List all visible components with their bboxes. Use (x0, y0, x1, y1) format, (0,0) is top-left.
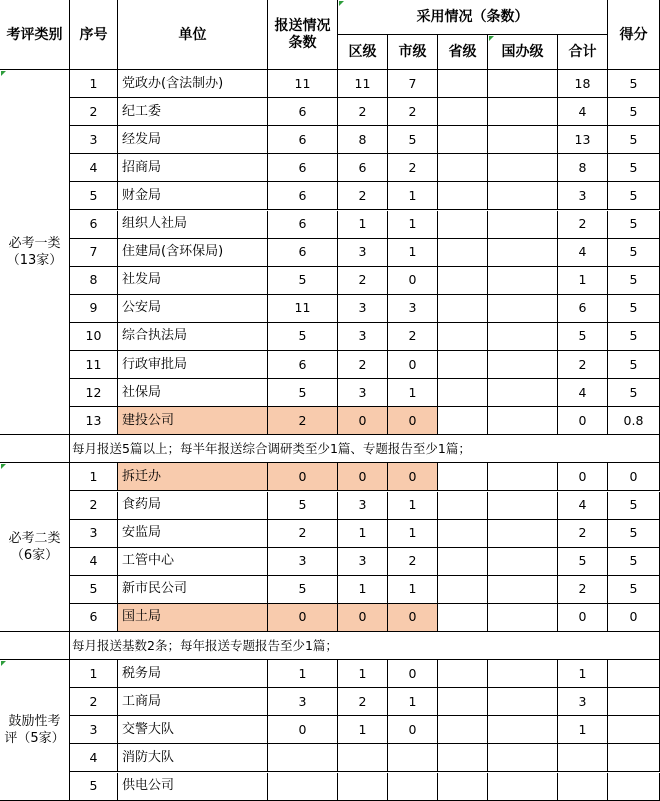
cell-city: 3 (388, 295, 438, 323)
cell-district: 2 (338, 688, 388, 716)
cell-province (438, 182, 488, 210)
cell-unit: 国土局 (118, 604, 268, 632)
cell-reported: 6 (268, 154, 338, 182)
cell-city: 0 (388, 351, 438, 379)
cell-city (388, 773, 438, 801)
cell-score: 5 (608, 492, 660, 520)
cell-reported: 5 (268, 379, 338, 407)
cell-seq: 4 (70, 744, 118, 772)
cell-reported: 5 (268, 576, 338, 604)
cell-province (438, 688, 488, 716)
comment-marker-icon (1, 661, 6, 666)
cell-unit: 党政办(含法制办) (118, 70, 268, 98)
header-seq: 序号 (70, 0, 118, 70)
cell-total: 5 (558, 548, 608, 576)
cell-total: 0 (558, 463, 608, 491)
cell-province (438, 351, 488, 379)
cell-district: 3 (338, 379, 388, 407)
cell-reported: 5 (268, 492, 338, 520)
cell-unit: 食药局 (118, 492, 268, 520)
cell-total: 1 (558, 716, 608, 744)
cell-score: 5 (608, 98, 660, 126)
cell-score: 0 (608, 604, 660, 632)
cell-reported: 2 (268, 520, 338, 548)
cell-city: 0 (388, 604, 438, 632)
cell-seq: 5 (70, 773, 118, 801)
cell-city: 1 (388, 688, 438, 716)
header-state: 国办级 (488, 35, 558, 70)
category-cell: 必考一类 （13家） (0, 70, 70, 435)
cell-reported: 6 (268, 239, 338, 267)
cell-score: 0 (608, 463, 660, 491)
header-reported: 报送情况 条数 (268, 0, 338, 70)
cell-seq: 2 (70, 492, 118, 520)
cell-city (388, 744, 438, 772)
cell-province (438, 463, 488, 491)
cell-state (488, 379, 558, 407)
cell-district: 3 (338, 323, 388, 351)
cell-seq: 3 (70, 520, 118, 548)
cell-province (438, 407, 488, 435)
cell-seq: 1 (70, 70, 118, 98)
cell-total: 4 (558, 239, 608, 267)
cell-province (438, 773, 488, 801)
cell-state (488, 773, 558, 801)
cell-score: 5 (608, 379, 660, 407)
cell-score: 5 (608, 239, 660, 267)
cell-district: 2 (338, 267, 388, 295)
cell-province (438, 267, 488, 295)
cell-province (438, 295, 488, 323)
cell-score: 5 (608, 126, 660, 154)
cell-district: 6 (338, 154, 388, 182)
cell-city: 1 (388, 182, 438, 210)
cell-district: 2 (338, 351, 388, 379)
cell-reported: 5 (268, 323, 338, 351)
cell-district: 8 (338, 126, 388, 154)
cell-city: 0 (388, 267, 438, 295)
cell-state (488, 323, 558, 351)
cell-total: 3 (558, 688, 608, 716)
cell-score (608, 716, 660, 744)
cell-state (488, 267, 558, 295)
cell-province (438, 154, 488, 182)
cell-unit: 财金局 (118, 182, 268, 210)
cell-district: 3 (338, 548, 388, 576)
cell-reported: 0 (268, 463, 338, 491)
cell-unit: 经发局 (118, 126, 268, 154)
cell-seq: 11 (70, 351, 118, 379)
cell-score: 5 (608, 351, 660, 379)
cell-state (488, 126, 558, 154)
cell-score: 5 (608, 295, 660, 323)
cell-seq: 5 (70, 576, 118, 604)
cell-unit: 新市民公司 (118, 576, 268, 604)
cell-district: 3 (338, 239, 388, 267)
cell-total: 2 (558, 211, 608, 239)
cell-unit: 公安局 (118, 295, 268, 323)
cell-city: 2 (388, 98, 438, 126)
cell-unit: 工管中心 (118, 548, 268, 576)
cell-seq: 3 (70, 126, 118, 154)
cell-city: 2 (388, 548, 438, 576)
cell-seq: 9 (70, 295, 118, 323)
cell-city: 1 (388, 239, 438, 267)
cell-reported: 3 (268, 548, 338, 576)
cell-unit: 交警大队 (118, 716, 268, 744)
cell-score (608, 773, 660, 801)
cell-score: 5 (608, 267, 660, 295)
cell-district: 0 (338, 604, 388, 632)
comment-marker-icon (489, 36, 494, 41)
cell-state (488, 407, 558, 435)
cell-province (438, 604, 488, 632)
cell-reported: 11 (268, 70, 338, 98)
cell-reported: 0 (268, 604, 338, 632)
cell-state (488, 744, 558, 772)
header-province: 省级 (438, 35, 488, 70)
cell-unit: 建投公司 (118, 407, 268, 435)
cell-unit: 税务局 (118, 660, 268, 688)
cell-reported: 6 (268, 182, 338, 210)
cell-city: 1 (388, 520, 438, 548)
cell-unit: 招商局 (118, 154, 268, 182)
cell-district: 1 (338, 716, 388, 744)
cell-state (488, 70, 558, 98)
cell-seq: 4 (70, 154, 118, 182)
cell-reported: 3 (268, 688, 338, 716)
cell-city: 0 (388, 407, 438, 435)
cell-total: 3 (558, 182, 608, 210)
cell-seq: 2 (70, 688, 118, 716)
cell-total (558, 773, 608, 801)
cell-city: 1 (388, 492, 438, 520)
comment-marker-icon (1, 71, 6, 76)
cell-state (488, 604, 558, 632)
header-total: 合计 (558, 35, 608, 70)
cell-unit: 社发局 (118, 267, 268, 295)
cell-reported: 6 (268, 351, 338, 379)
cell-province (438, 520, 488, 548)
cell-reported: 2 (268, 407, 338, 435)
cell-province (438, 492, 488, 520)
header-score: 得分 (608, 0, 660, 70)
cell-district: 1 (338, 520, 388, 548)
cell-reported (268, 744, 338, 772)
cell-city: 2 (388, 154, 438, 182)
cell-reported: 1 (268, 660, 338, 688)
category-spacer (0, 632, 70, 660)
cell-state (488, 211, 558, 239)
cell-state (488, 463, 558, 491)
cell-city: 1 (388, 379, 438, 407)
cell-city: 7 (388, 70, 438, 98)
cell-unit: 拆迁办 (118, 463, 268, 491)
cell-district: 1 (338, 660, 388, 688)
cell-reported: 6 (268, 126, 338, 154)
cell-province (438, 660, 488, 688)
cell-seq: 6 (70, 604, 118, 632)
cell-state (488, 492, 558, 520)
cell-state (488, 660, 558, 688)
cell-province (438, 323, 488, 351)
cell-district: 11 (338, 70, 388, 98)
header-adopted: 采用情况（条数） (338, 0, 608, 35)
cell-unit: 工商局 (118, 688, 268, 716)
cell-province (438, 716, 488, 744)
cell-district: 0 (338, 407, 388, 435)
cell-province (438, 576, 488, 604)
cell-score: 5 (608, 154, 660, 182)
cell-state (488, 182, 558, 210)
cell-seq: 13 (70, 407, 118, 435)
cell-total: 8 (558, 154, 608, 182)
group-note: 每月报送5篇以上；每半年报送综合调研类至少1篇、专题报告至少1篇； (70, 435, 660, 463)
cell-state (488, 576, 558, 604)
cell-province (438, 548, 488, 576)
cell-state (488, 548, 558, 576)
cell-unit: 行政审批局 (118, 351, 268, 379)
cell-unit: 社保局 (118, 379, 268, 407)
cell-district: 2 (338, 98, 388, 126)
header-district: 区级 (338, 35, 388, 70)
cell-province (438, 379, 488, 407)
cell-score: 5 (608, 182, 660, 210)
cell-province (438, 126, 488, 154)
cell-seq: 3 (70, 716, 118, 744)
cell-total: 1 (558, 660, 608, 688)
cell-unit: 住建局(含环保局) (118, 239, 268, 267)
cell-score: 5 (608, 520, 660, 548)
cell-reported: 11 (268, 295, 338, 323)
cell-city: 0 (388, 463, 438, 491)
cell-total: 2 (558, 351, 608, 379)
cell-reported: 5 (268, 267, 338, 295)
cell-unit: 综合执法局 (118, 323, 268, 351)
comment-marker-icon (1, 464, 6, 469)
cell-score (608, 660, 660, 688)
cell-unit: 消防大队 (118, 744, 268, 772)
cell-seq: 6 (70, 211, 118, 239)
cell-total: 4 (558, 98, 608, 126)
cell-seq: 5 (70, 182, 118, 210)
cell-unit: 纪工委 (118, 98, 268, 126)
cell-score (608, 744, 660, 772)
cell-seq: 10 (70, 323, 118, 351)
cell-score: 5 (608, 548, 660, 576)
cell-city: 0 (388, 660, 438, 688)
cell-district (338, 773, 388, 801)
cell-total: 2 (558, 520, 608, 548)
cell-seq: 12 (70, 379, 118, 407)
cell-total: 1 (558, 267, 608, 295)
cell-total: 0 (558, 604, 608, 632)
cell-total: 6 (558, 295, 608, 323)
cell-seq: 1 (70, 660, 118, 688)
cell-unit: 供电公司 (118, 773, 268, 801)
cell-total: 2 (558, 576, 608, 604)
cell-city: 1 (388, 211, 438, 239)
cell-province (438, 70, 488, 98)
cell-score: 5 (608, 70, 660, 98)
cell-unit: 安监局 (118, 520, 268, 548)
cell-seq: 4 (70, 548, 118, 576)
cell-score: 5 (608, 211, 660, 239)
cell-state (488, 98, 558, 126)
cell-score (608, 688, 660, 716)
cell-province (438, 211, 488, 239)
cell-total: 5 (558, 323, 608, 351)
cell-state (488, 688, 558, 716)
category-cell: 必考二类 （6家） (0, 463, 70, 632)
cell-unit: 组织人社局 (118, 211, 268, 239)
header-city: 市级 (388, 35, 438, 70)
cell-score: 5 (608, 576, 660, 604)
header-unit: 单位 (118, 0, 268, 70)
cell-seq: 1 (70, 463, 118, 491)
cell-total: 0 (558, 407, 608, 435)
cell-score: 0.8 (608, 407, 660, 435)
cell-district: 3 (338, 295, 388, 323)
cell-state (488, 154, 558, 182)
cell-total: 18 (558, 70, 608, 98)
cell-reported (268, 773, 338, 801)
cell-district: 1 (338, 211, 388, 239)
cell-district: 0 (338, 463, 388, 491)
cell-state (488, 716, 558, 744)
cell-district: 2 (338, 182, 388, 210)
cell-province (438, 98, 488, 126)
cell-province (438, 239, 488, 267)
cell-province (438, 744, 488, 772)
cell-state (488, 239, 558, 267)
cell-reported: 0 (268, 716, 338, 744)
cell-state (488, 295, 558, 323)
cell-district: 3 (338, 492, 388, 520)
cell-score: 5 (608, 323, 660, 351)
cell-reported: 6 (268, 98, 338, 126)
cell-city: 5 (388, 126, 438, 154)
cell-total: 13 (558, 126, 608, 154)
group-note: 每月报送基数2条；每年报送专题报告至少1篇； (70, 632, 660, 660)
cell-seq: 7 (70, 239, 118, 267)
cell-city: 1 (388, 576, 438, 604)
cell-total: 4 (558, 379, 608, 407)
header-category: 考评类别 (0, 0, 70, 70)
category-cell: 鼓励性考 评（5家） (0, 660, 70, 801)
category-spacer (0, 435, 70, 463)
cell-state (488, 520, 558, 548)
cell-reported: 6 (268, 211, 338, 239)
cell-district (338, 744, 388, 772)
cell-seq: 2 (70, 98, 118, 126)
cell-total (558, 744, 608, 772)
comment-marker-icon (339, 1, 344, 6)
cell-seq: 8 (70, 267, 118, 295)
cell-district: 1 (338, 576, 388, 604)
cell-state (488, 351, 558, 379)
cell-total: 4 (558, 492, 608, 520)
cell-city: 2 (388, 323, 438, 351)
cell-city: 0 (388, 716, 438, 744)
